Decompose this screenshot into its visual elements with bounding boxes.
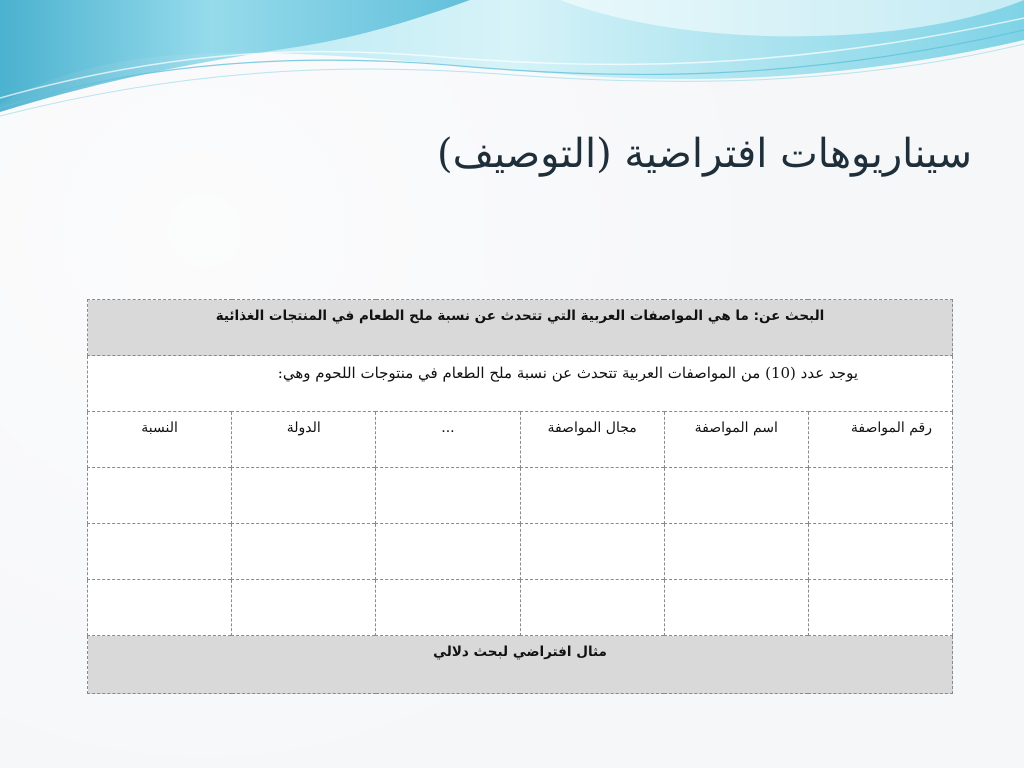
table-row (88, 524, 953, 580)
table-cell (520, 524, 664, 580)
column-header-spec-scope: مجال المواصفة (520, 412, 664, 468)
table-header-row (88, 300, 953, 356)
table-cell (376, 580, 520, 636)
table-cell (808, 524, 952, 580)
intro-text-cell: يوجد عدد (10) من المواصفات العربية تتحدث عن نسبة ملح الطعام في منتوجات اللحوم وهي: (88, 356, 953, 412)
table-cell (88, 524, 232, 580)
slide-title: سيناريوهات افتراضية (التوصيف) (437, 131, 972, 177)
table-cell (808, 580, 952, 636)
table-cell (232, 468, 376, 524)
table-intro-row (88, 356, 953, 412)
table-row (88, 580, 953, 636)
table-cell (376, 468, 520, 524)
table-cell (376, 524, 520, 580)
table-cell (232, 524, 376, 580)
table-cell (520, 468, 664, 524)
table-cell (664, 524, 808, 580)
table-cell (88, 580, 232, 636)
column-headers-row (88, 412, 953, 468)
table-cell (232, 580, 376, 636)
spec-table-container (87, 299, 953, 694)
table-cell (664, 468, 808, 524)
column-header-spec-number: رقم المواصفة (808, 412, 952, 468)
column-header-country: الدولة (232, 412, 376, 468)
column-header-spec-name: اسم المواصفة (664, 412, 808, 468)
column-header-ellipsis: ... (376, 412, 520, 468)
column-header-ratio: النسبة (88, 412, 232, 468)
table-cell (520, 580, 664, 636)
spec-table (87, 299, 953, 694)
table-cell (88, 468, 232, 524)
table-row (88, 468, 953, 524)
caption-cell: مثال افتراضي لبحث دلالي (88, 636, 953, 694)
header-wave-decoration (0, 0, 1024, 140)
search-query-cell: البحث عن: ما هي المواصفات العربية التي تتحدث عن نسبة ملح الطعام في المنتجات الغذائية (88, 300, 953, 356)
table-cell (664, 580, 808, 636)
table-footer-row (88, 636, 953, 694)
table-cell (808, 468, 952, 524)
